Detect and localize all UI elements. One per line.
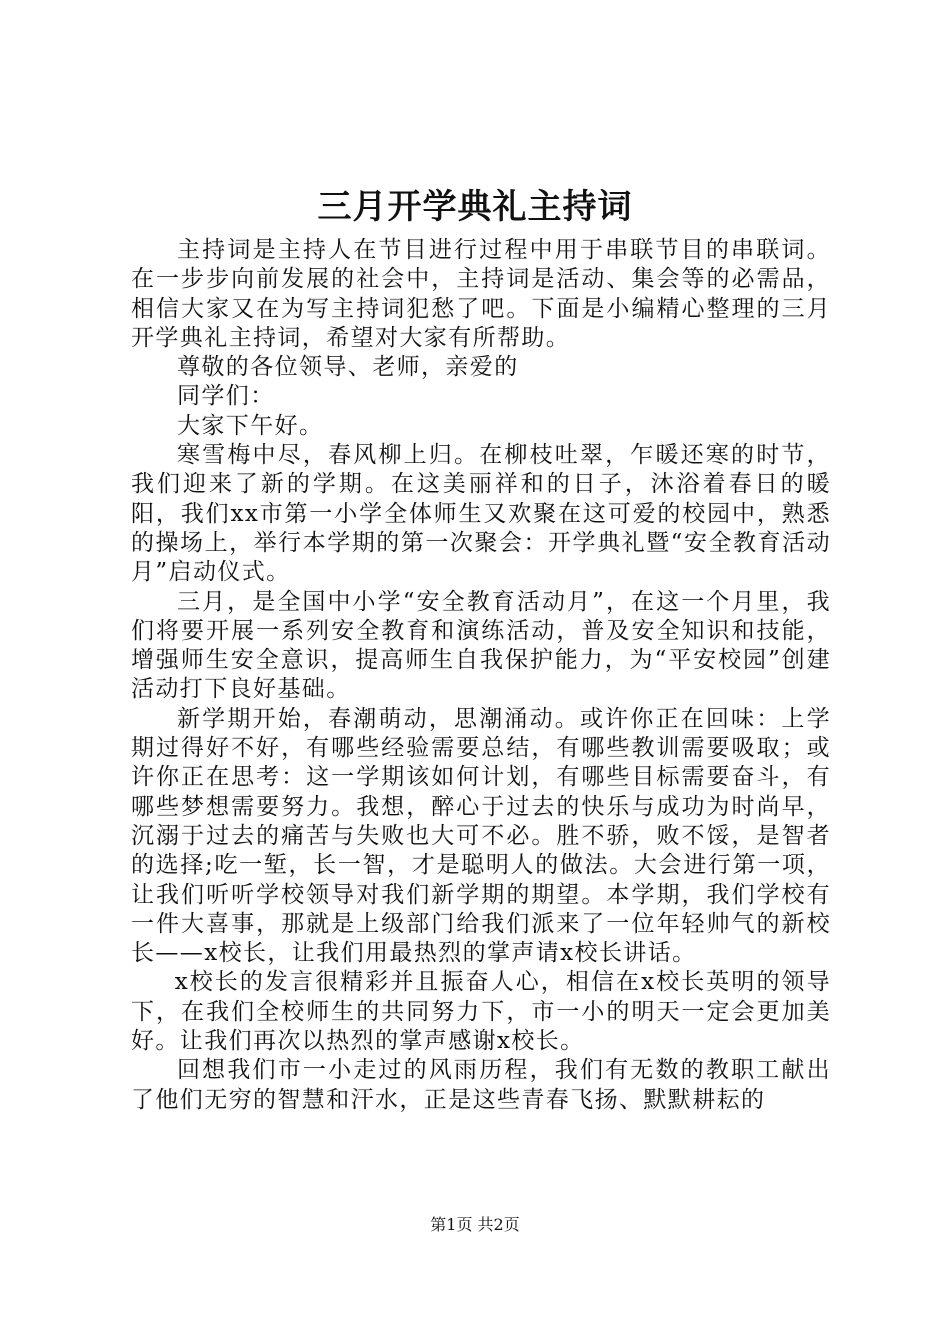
- paragraph-new-semester: 新学期开始，春潮萌动，思潮涌动。或许你正在回味：上学期过得好不好，有哪些经验需要总结，有哪些教训需要吸取；或许你正在思考：这一学期该如何计划，有哪些目标需要奋斗，有哪些梦想需要努力。我想，醉心于过去的快乐与成功为时尚早，沉溺于过去的痛苦与失败也大可不必。胜不骄，败不馁，是智者的选择;吃一堑，长一智，才是聪明人的做法。大会进行第一项，让我们听听学校领导对我们新学期的期望。本学期，我们学校有一件大喜事，那就是上级部门给我们派来了一位年轻帅气的新校长——x校长，让我们用最热烈的掌声请x校长讲话。: [131, 705, 831, 967]
- paragraph-greeting-3: 大家下午好。: [177, 412, 324, 439]
- paragraph-intro: 主持词是主持人在节目进行过程中用于串联节目的串联词。在一步步向前发展的社会中，主持词是活动、集会等的必需品，相信大家又在为写主持词犯愁了吧。下面是小编精心整理的三月开学典礼主持词，希望对大家有所帮助。: [131, 237, 831, 351]
- paragraph-principal-speech: x校长的发言很精彩并且振奋人心，相信在x校长英明的领导下，在我们全校师生的共同努力下，市一小的明天一定会更加美好。让我们再次以热烈的掌声感谢x校长。: [131, 969, 831, 1055]
- page-footer: 第1页 共2页: [430, 1215, 520, 1234]
- paragraph-greeting-1: 尊敬的各位领导、老师，亲爱的: [177, 354, 519, 381]
- paragraph-history: 回想我们市一小走过的风雨历程，我们有无数的教职工献出了他们无穷的智慧和汗水，正是这些青春飞扬、默默耕耘的: [131, 1057, 831, 1113]
- paragraph-safety-month: 三月，是全国中小学“安全教育活动月”，在这一个月里，我们将要开展一系列安全教育和演练活动，普及安全知识和技能，增强师生安全意识，提高师生自我保护能力，为“平安校园”创建活动打下良好基础。: [131, 588, 831, 703]
- document-title: 三月开学典礼主持词: [317, 187, 633, 227]
- paragraph-greeting-2: 同学们：: [177, 383, 275, 410]
- document-body: [131, 236, 831, 1115]
- paragraph-spring: 寒雪梅中尽，春风柳上归。在柳枝吐翠，乍暖还寒的时节，我们迎来了新的学期。在这美丽祥和的日子，沐浴着春日的暖阳，我们xx市第一小学全体师生又欢聚在这可爱的校园中，熟悉的操场上，举行本学期的第一次聚会：开学典礼暨“安全教育活动月”启动仪式。: [131, 442, 831, 586]
